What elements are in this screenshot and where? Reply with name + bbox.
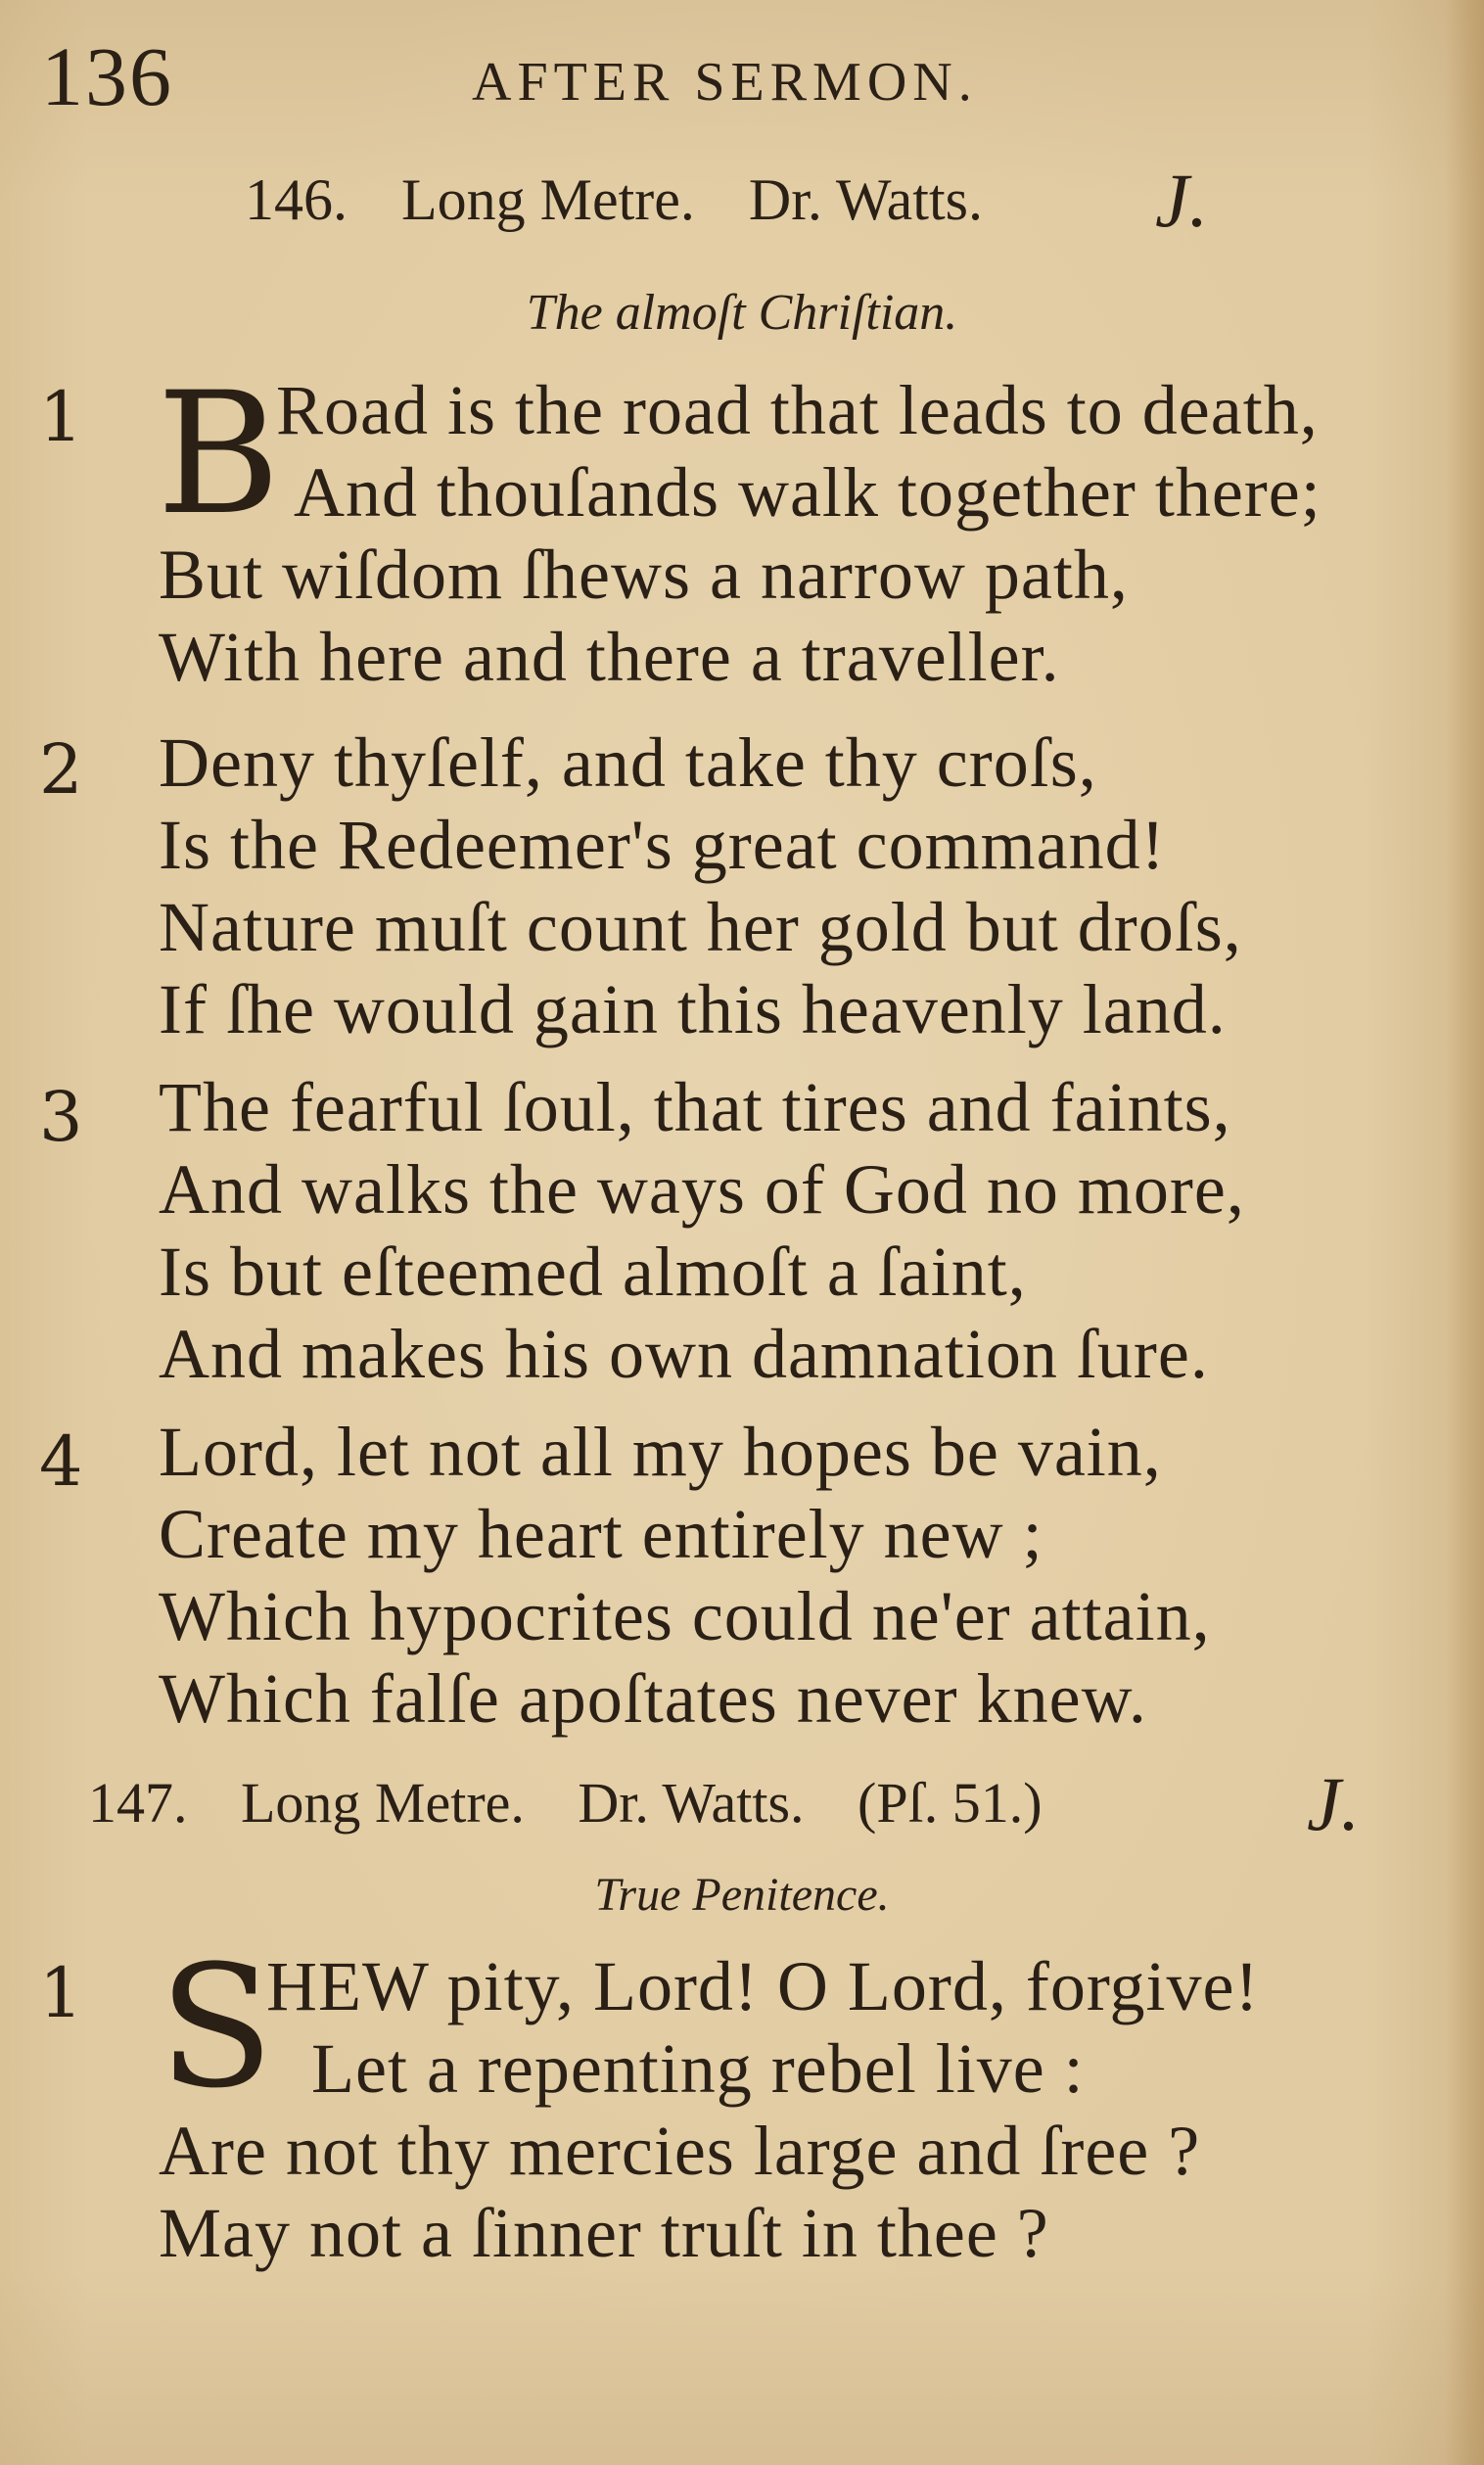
- verse-line: Lord, let not all my hopes be vain,: [159, 1413, 1162, 1491]
- hymn-metre: Long Metre.: [241, 1771, 525, 1835]
- hymn-147-heading: [88, 1770, 1043, 1836]
- hymn-146-subtitle: The almoſt Chriſtian.: [526, 285, 958, 341]
- hymn-147-subtitle: True Penitence.: [594, 1869, 890, 1921]
- verse-line: And makes his own damnation ſure.: [159, 1315, 1209, 1393]
- verse-line: And walks the ways of God no more,: [159, 1150, 1245, 1229]
- verse-number: 2: [39, 729, 83, 810]
- hymn-author: Dr. Watts.: [578, 1771, 805, 1835]
- verse-line: Is but eſteemed almoſt a ſaint,: [159, 1232, 1027, 1311]
- verse-line: The fearful ſoul, that tires and faints,: [159, 1068, 1231, 1146]
- page-edge-shadow: [1445, 0, 1484, 2465]
- verse-line: With here and there a traveller.: [159, 618, 1060, 696]
- hymn-146-mark: [1155, 157, 1208, 245]
- psalm-reference: (Pſ. 51.): [858, 1771, 1043, 1835]
- hymn-tune-mark: J.: [1155, 158, 1209, 243]
- verse-number: 4: [39, 1421, 83, 1502]
- verse-line: Let a repenting rebel live :: [311, 2029, 1085, 2108]
- verse-line: Road is the road that leads to death,: [276, 371, 1319, 449]
- verse-line: Create my heart entirely new ;: [159, 1495, 1043, 1573]
- verse-line: But wiſdom ſhews a narrow path,: [159, 535, 1129, 614]
- verse-line: Deny thyſelf, and take thy croſs,: [159, 723, 1097, 802]
- hymn-tune-mark: J.: [1307, 1761, 1361, 1846]
- verse-line: Are not thy mercies large and ſree ?: [159, 2112, 1201, 2190]
- verse-line: If ſhe would gain this heavenly land.: [159, 970, 1227, 1048]
- verse-line: And thouſands walk together there;: [294, 453, 1322, 532]
- verse-line: Is the Redeemer's great command!: [159, 806, 1166, 884]
- page-number: 136: [41, 29, 173, 123]
- running-title: AFTER SERMON.: [472, 52, 978, 113]
- verse-number: 1: [39, 377, 83, 457]
- verse-line: HEW pity, Lord! O Lord, forgive!: [266, 1947, 1260, 2025]
- verse-number: 1: [39, 1953, 83, 2033]
- verse-line: Which falſe apoſtates never knew.: [159, 1659, 1147, 1738]
- drop-cap: B: [157, 355, 281, 552]
- hymn-number: 147.: [88, 1771, 188, 1835]
- verse-line: Nature muſt count her gold but droſs,: [159, 888, 1242, 966]
- hymn-metre: Long Metre.: [401, 167, 695, 232]
- verse-line: Which hypocrites could ne'er attain,: [159, 1577, 1211, 1655]
- drop-cap: S: [159, 1929, 274, 2125]
- verse-line: May not a ſinner truſt in thee ?: [159, 2194, 1049, 2272]
- hymn-author: Dr. Watts.: [748, 167, 983, 232]
- hymn-number: 146.: [245, 167, 348, 232]
- hymn-146-heading: [245, 166, 983, 234]
- hymn-147-mark: [1307, 1760, 1360, 1848]
- verse-number: 3: [39, 1077, 83, 1157]
